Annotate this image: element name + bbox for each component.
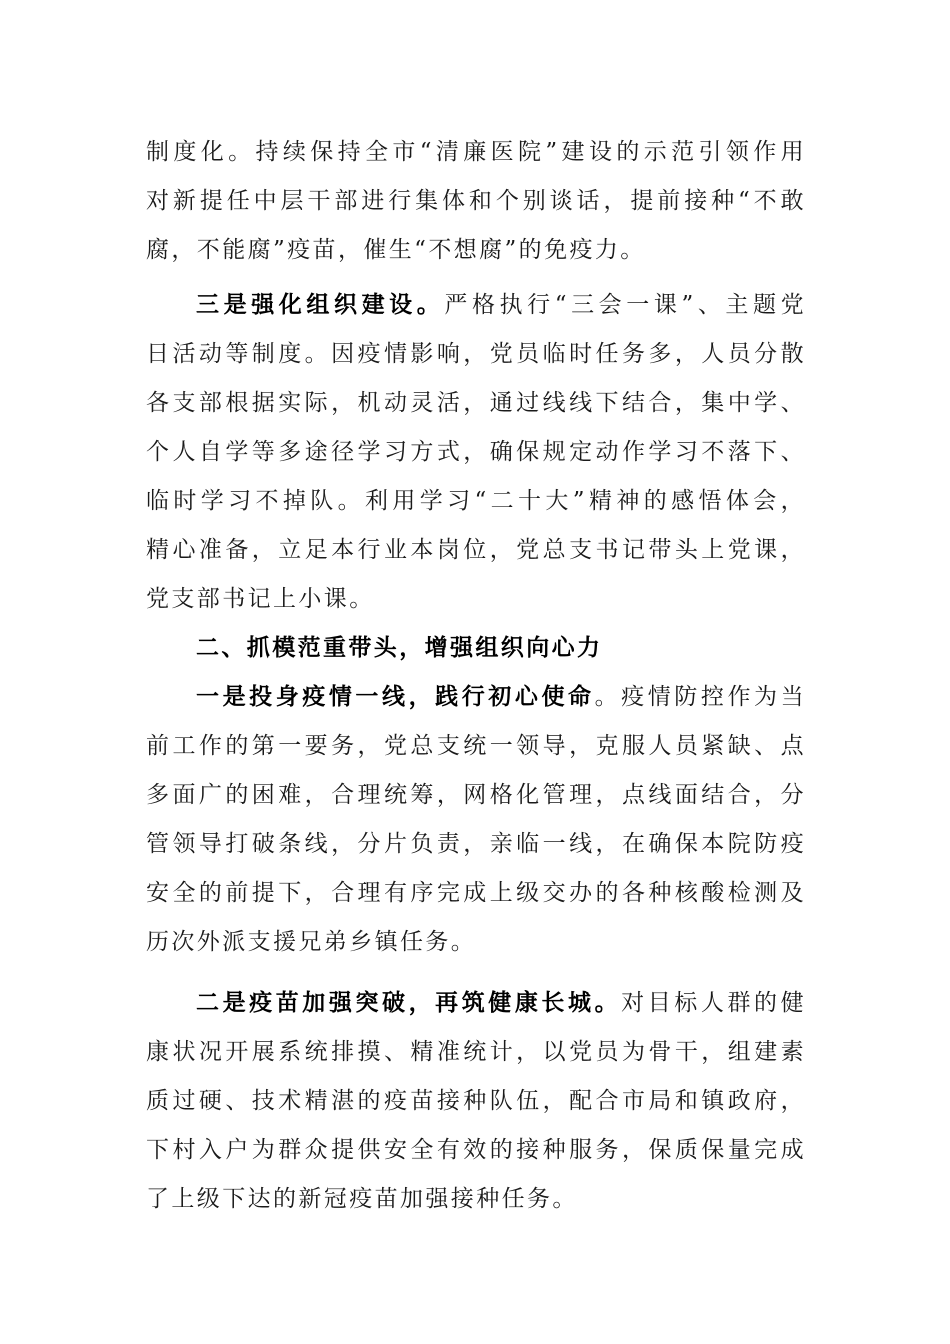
text-line-first (146, 673, 806, 722)
paragraph-lead: 一是投身疫情一线，践行初心使命 (196, 684, 595, 710)
paragraph-text: 对目标人群的健 (621, 990, 806, 1016)
section-heading (146, 624, 806, 673)
text-line: 康状况开展系统排摸、精准统计，以党员为骨干，组建素 (146, 1039, 806, 1065)
text-line: 个人自学等多途径学习方式，确保规定动作学习不落下、 (146, 439, 806, 465)
text-line: 质过硬、技术精湛的疫苗接种队伍，配合市局和镇政府， (146, 1088, 806, 1114)
paragraph-text: 严格执行“三会一课”、主题党 (444, 292, 806, 318)
text-line: 临时学习不掉队。利用学习“二十大”精神的感悟体会， (146, 488, 806, 514)
text-line-first (146, 281, 806, 330)
paragraph-lead: 三是强化组织建设。 (196, 292, 445, 318)
text-line: 党支部书记上小课。 (146, 586, 375, 612)
text-line: 各支部根据实际，机动灵活，通过线线下结合，集中学、 (146, 390, 806, 416)
text-line: 管领导打破条线，分片负责，亲临一线，在确保本院防疫 (146, 831, 806, 857)
text-line: 下村入户为群众提供安全有效的接种服务，保质保量完成 (146, 1137, 806, 1163)
paragraph-2 (146, 281, 806, 624)
text-line: 安全的前提下，合理有序完成上级交办的各种核酸检测及 (146, 880, 806, 906)
paragraph-4 (146, 979, 806, 1224)
text-line: 精心准备，立足本行业本岗位，党总支书记带头上党课， (146, 537, 806, 563)
text-line-first (146, 979, 806, 1028)
text-line: 日活动等制度。因疫情影响，党员临时任务多，人员分散 (146, 341, 806, 367)
document-body (146, 128, 806, 1224)
paragraph-lead: 二是疫苗加强突破，再筑健康长城。 (196, 990, 622, 1016)
text-line: 对新提任中层干部进行集体和个别谈话，提前接种“不敢 (146, 188, 806, 214)
text-line: 历次外派支援兄弟乡镇任务。 (146, 929, 477, 955)
text-line: 前工作的第一要务，党总支统一领导，克服人员紧缺、点 (146, 733, 806, 759)
text-line: 了上级下达的新冠疫苗加强接种任务。 (146, 1186, 578, 1212)
paragraph-text: 。疫情防控作为当 (594, 684, 807, 710)
text-line: 腐，不能腐”疫苗，催生“不想腐”的免疫力。 (146, 237, 646, 263)
text-line: 多面广的困难，合理统筹，网格化管理，点线面结合，分 (146, 782, 806, 808)
paragraph-3 (146, 673, 806, 967)
heading-text: 二、抓模范重带头，增强组织向心力 (196, 635, 603, 661)
text-line: 制度化。持续保持全市“清廉医院”建设的示范引领作用 (146, 139, 806, 165)
paragraph-1 (146, 128, 806, 275)
